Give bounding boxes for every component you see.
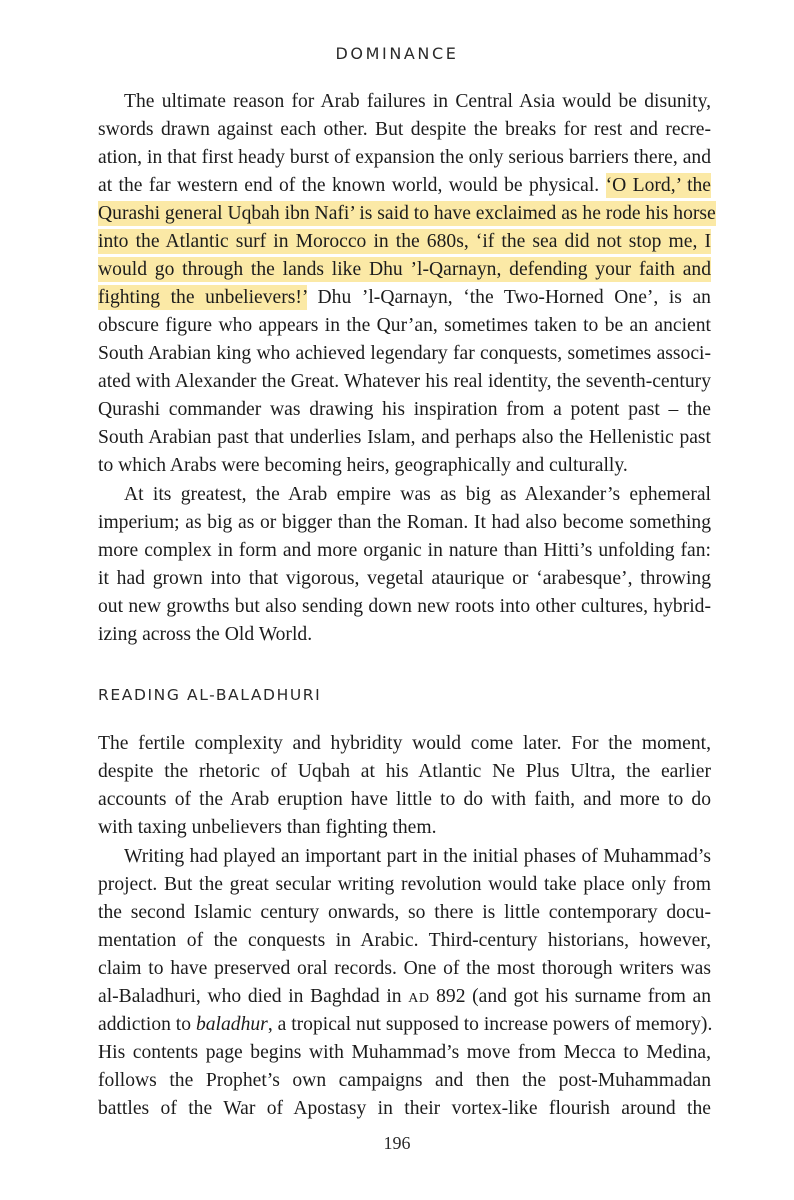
text-segment: al-Baladhuri, who died in Baghdad in — [98, 986, 409, 1007]
text-line: out new growths but also sending down new roots into other cultures, hybrid- — [98, 596, 711, 617]
text-line: Qurashi commander was drawing his inspiration from a potent past – the — [98, 399, 711, 420]
text-line: At its greatest, the Arab empire was as big as Alexander’s ephemeral — [124, 484, 711, 505]
text-line: The ultimate reason for Arab failures in Central Asia would be disunity, — [124, 91, 711, 112]
text-line: South Arabian king who achieved legendary far conquests, sometimes associ- — [98, 343, 711, 364]
text-segment: addiction to — [98, 1014, 196, 1035]
running-head: DOMINANCE — [335, 44, 459, 63]
text-line: His contents page begins with Muhammad’s move from Mecca to Medina, — [98, 1042, 711, 1063]
text-line — [98, 284, 711, 312]
text-segment: at the far western end of the known world, would be physical. — [98, 175, 606, 196]
text-segment: , a tropical nut supposed to increase powers of memory). — [267, 1014, 713, 1035]
text-line: swords drawn against each other. But despite the breaks for rest and recre- — [98, 119, 711, 140]
text-line — [98, 1011, 711, 1039]
text-line — [98, 172, 711, 200]
page-number: 196 — [383, 1133, 411, 1153]
small-caps-era: AD — [408, 991, 430, 1006]
text-segment: Dhu ’l-Qarnayn, ‘the Two-Horned One’, is an — [306, 287, 711, 308]
text-line: more complex in form and more organic in nature than Hitti’s unfolding fan: — [98, 540, 711, 561]
text-line — [98, 983, 711, 1011]
text-line: The fertile complexity and hybridity would come later. For the moment, — [98, 733, 711, 754]
section-heading: READING AL-BALADHURI — [98, 686, 322, 704]
text-line: Writing had played an important part in the initial phases of Muhammad’s — [124, 846, 711, 867]
text-line: with taxing unbelievers than fighting them. — [98, 817, 437, 838]
text-line — [98, 228, 711, 256]
text-line: ation, in that first heady burst of expansion the only serious barriers there, and — [98, 147, 711, 168]
text-segment: 892 (and got his surname from an — [429, 986, 711, 1007]
text-line: claim to have preserved oral records. One of the most thorough writers was — [98, 958, 711, 979]
text-line: the second Islamic century onwards, so there is little contemporary docu- — [98, 902, 711, 923]
italic-term: baladhur — [195, 1014, 268, 1035]
text-line: follows the Prophet’s own campaigns and then the post-Muhammadan — [98, 1070, 711, 1091]
highlighted-text: into the Atlantic surf in Morocco in the 680s, ‘if the sea did not stop me, I — [98, 231, 711, 252]
text-line: obscure figure who appears in the Qur’an, sometimes taken to be an ancient — [98, 315, 711, 336]
text-line: accounts of the Arab eruption have little to do with faith, and more to do — [98, 789, 711, 810]
text-line: ated with Alexander the Great. Whatever his real identity, the seventh-century — [98, 371, 711, 392]
text-line: mentation of the conquests in Arabic. Third-century historians, however, — [98, 930, 711, 951]
text-line: it had grown into that vigorous, vegetal ataurique or ‘arabesque’, throwing — [98, 568, 711, 589]
text-line — [98, 256, 711, 284]
highlighted-text: ‘O Lord,’ the — [605, 175, 712, 196]
text-line: despite the rhetoric of Uqbah at his Atlantic Ne Plus Ultra, the earlier — [98, 761, 711, 782]
text-line: South Arabian past that underlies Islam, and perhaps also the Hellenistic past — [98, 427, 711, 448]
text-line: project. But the great secular writing revolution would take place only from — [98, 874, 711, 895]
highlighted-text: fighting the unbelievers!’ — [98, 287, 307, 308]
text-line — [98, 200, 716, 228]
highlighted-text: would go through the lands like Dhu ’l-Qarnayn, defending your faith and — [98, 259, 711, 280]
text-line: battles of the War of Apostasy in their vortex-like flourish around the — [98, 1098, 711, 1119]
text-line: imperium; as big as or bigger than the Roman. It had also become something — [98, 512, 711, 533]
highlighted-text: Qurashi general Uqbah ibn Nafi’ is said to have exclaimed as he rode his horse — [98, 203, 716, 224]
text-line: izing across the Old World. — [98, 624, 313, 645]
text-line: to which Arabs were becoming heirs, geographically and culturally. — [98, 455, 628, 476]
